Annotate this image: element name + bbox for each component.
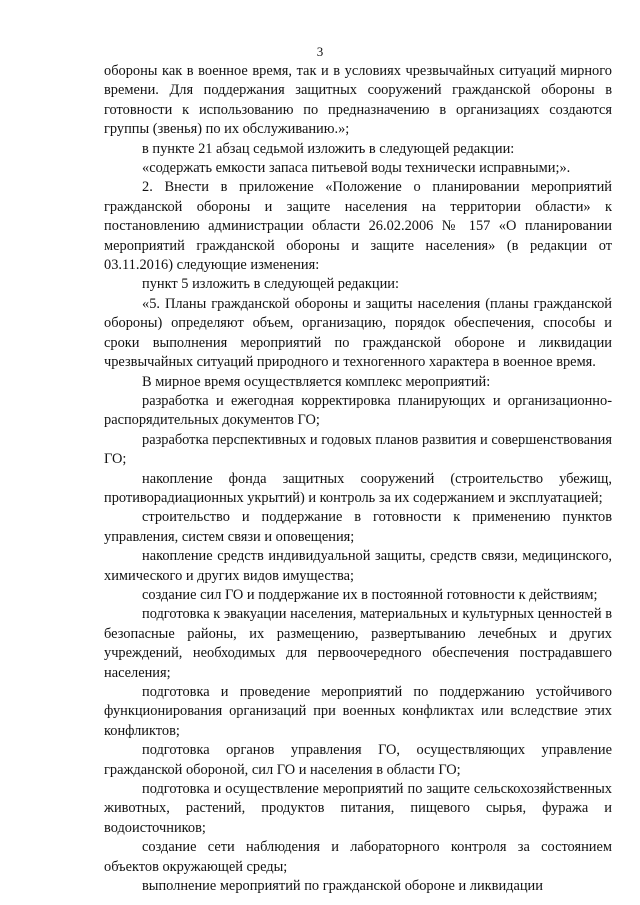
list-item: накопление фонда защитных сооружений (строительство убежищ, противорадиационных укрытий) и контроль за их содержанием и эксплуатацией; (104, 470, 612, 506)
list-item: строительство и поддержание в готовности к применению пунктов управления, систем связи и оповещения; (104, 509, 612, 545)
paragraph-amendment-point-21: в пункте 21 абзац седьмой изложить в следующей редакции: (142, 140, 515, 157)
paragraph-point-5-intro: пункт 5 изложить в следующей редакции: (142, 276, 399, 293)
list-item: накопление средств индивидуальной защиты, средств связи, медицинского, химического и других видов имущества; (104, 548, 612, 584)
page-number: 3 (316, 44, 324, 59)
list-item: подготовка и проведение мероприятий по поддержанию устойчивого функционирования организаций при военных конфликтах или вследствие этих конфликтов; (104, 684, 612, 739)
paragraph-quoted-text: «содержать емкости запаса питьевой воды технически исправными;». (142, 160, 571, 177)
list-item: создание сети наблюдения и лабораторного контроля за состоянием объектов окружающей среды; (104, 839, 612, 875)
list-item: разработка перспективных и годовых планов развития и совершенствования ГО; (104, 431, 612, 468)
list-item: разработка и ежегодная корректировка планирующих и организационно-распорядительных документов ГО; (104, 392, 612, 429)
paragraph-item-2: 2. Внести в приложение «Положение о планировании мероприятий гражданской обороны и защите населения на территории области» к постановлению администрации области 26.02.2006 № 157 «О планировании мероприятий гражданской обороны и защите населения» (в редакции от 03.11.2016) следующие изменения: (104, 179, 612, 274)
list-item: подготовка к эвакуации населения, материальных и культурных ценностей в безопасные районы, их размещению, развертыванию лечебных и других учреждений, необходимых для первоочередного обеспечения пострадавшего населения; (104, 606, 612, 681)
list-item: выполнение мероприятий по гражданской обороне и ликвидации (142, 878, 543, 895)
list-item: подготовка органов управления ГО, осуществляющих управление гражданской обороной, сил ГО и населения в области ГО; (104, 742, 612, 778)
paragraph-continuation: обороны как в военное время, так и в условиях чрезвычайных ситуаций мирного времени. Для поддержания защитных сооружений гражданской обороны в готовности к использованию по предназначению в организациях создаются группы (звенья) по их обслуживанию.»; (104, 63, 612, 138)
paragraph-peacetime-intro: В мирное время осуществляется комплекс мероприятий: (142, 373, 491, 390)
paragraph-point-5-text: «5. Планы гражданской обороны и защиты населения (планы гражданской обороны) определяют объем, организацию, порядок обеспечения, способы и сроки выполнения мероприятий по гражданской обороне и ликвидации чрезвычайных ситуаций природного и техногенного характера в военное время. (104, 295, 612, 371)
list-item: подготовка и осуществление мероприятий по защите сельскохозяйственных животных, растений, продуктов питания, пищевого сырья, фуража и водоисточников; (104, 781, 612, 836)
document-body (104, 62, 612, 896)
list-item: создание сил ГО и поддержание их в постоянной готовности к действиям; (142, 586, 598, 603)
